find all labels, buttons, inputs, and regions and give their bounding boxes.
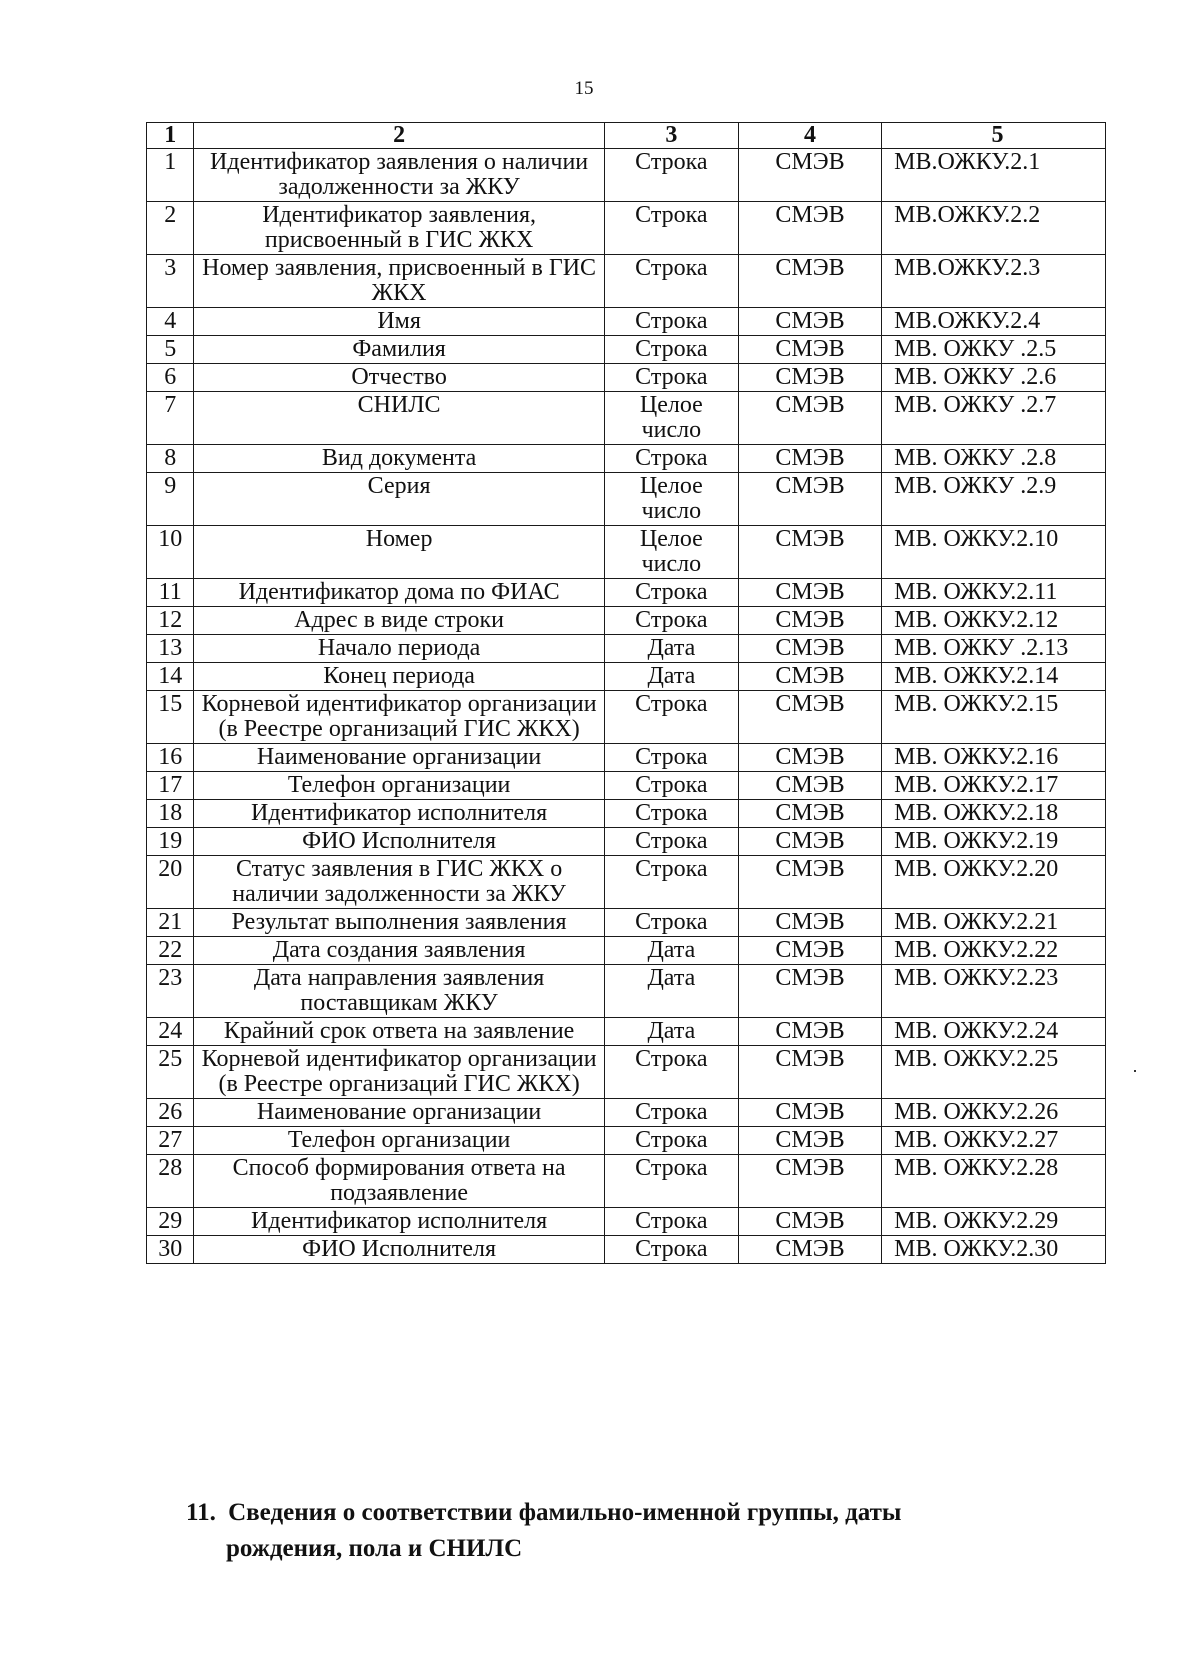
field-name-cell: Идентификатор дома по ФИАС <box>194 579 604 607</box>
section-title-line2: рождения, пола и СНИЛС <box>226 1535 523 1562</box>
field-type-cell: Строка <box>604 1155 738 1208</box>
table-row <box>147 149 1106 202</box>
table-row <box>147 607 1106 635</box>
table-row <box>147 1046 1106 1099</box>
row-number-cell: 10 <box>147 526 194 579</box>
field-type-cell: Строка <box>604 1046 738 1099</box>
field-code-cell: МВ. ОЖКУ.2.19 <box>882 828 1106 856</box>
row-number-cell: 1 <box>147 149 194 202</box>
field-code-cell: МВ. ОЖКУ.2.15 <box>882 691 1106 744</box>
field-type-cell: Строка <box>604 1208 738 1236</box>
row-number-cell: 24 <box>147 1018 194 1046</box>
field-name-cell: Телефон организации <box>194 772 604 800</box>
field-name-cell: Имя <box>194 308 604 336</box>
row-number-cell: 28 <box>147 1155 194 1208</box>
field-type-cell: Дата <box>604 937 738 965</box>
table-row <box>147 1127 1106 1155</box>
table-row <box>147 856 1106 909</box>
field-source-cell: СМЭВ <box>738 744 881 772</box>
table-row <box>147 635 1106 663</box>
field-name-cell: Номер заявления, присвоенный в ГИС ЖКХ <box>194 255 604 308</box>
row-number-cell: 22 <box>147 937 194 965</box>
table-row <box>147 308 1106 336</box>
field-type-cell: Строка <box>604 149 738 202</box>
field-name-cell: Серия <box>194 473 604 526</box>
column-header: 3 <box>604 123 738 149</box>
field-source-cell: СМЭВ <box>738 1208 881 1236</box>
field-code-cell: МВ. ОЖКУ .2.9 <box>882 473 1106 526</box>
field-name-cell: ФИО Исполнителя <box>194 1236 604 1264</box>
field-source-cell: СМЭВ <box>738 663 881 691</box>
field-source-cell: СМЭВ <box>738 1155 881 1208</box>
field-source-cell: СМЭВ <box>738 526 881 579</box>
field-type-cell: Строка <box>604 800 738 828</box>
field-code-cell: МВ. ОЖКУ .2.13 <box>882 635 1106 663</box>
field-name-cell: Результат выполнения заявления <box>194 909 604 937</box>
row-number-cell: 4 <box>147 308 194 336</box>
field-type-cell: Дата <box>604 663 738 691</box>
field-type-cell: Строка <box>604 445 738 473</box>
table-row <box>147 526 1106 579</box>
field-name-cell: Статус заявления в ГИС ЖКХ о наличии задолженности за ЖКУ <box>194 856 604 909</box>
field-source-cell: СМЭВ <box>738 202 881 255</box>
row-number-cell: 19 <box>147 828 194 856</box>
field-type-cell: Строка <box>604 1236 738 1264</box>
field-type-cell: Строка <box>604 909 738 937</box>
field-type-cell: Дата <box>604 965 738 1018</box>
table-row <box>147 828 1106 856</box>
table-row <box>147 202 1106 255</box>
field-type-cell: Строка <box>604 1099 738 1127</box>
field-code-cell: МВ. ОЖКУ .2.5 <box>882 336 1106 364</box>
row-number-cell: 25 <box>147 1046 194 1099</box>
row-number-cell: 30 <box>147 1236 194 1264</box>
field-source-cell: СМЭВ <box>738 800 881 828</box>
field-source-cell: СМЭВ <box>738 965 881 1018</box>
table-row <box>147 1155 1106 1208</box>
field-code-cell: МВ. ОЖКУ.2.24 <box>882 1018 1106 1046</box>
field-type-cell: Строка <box>604 202 738 255</box>
table-row <box>147 445 1106 473</box>
row-number-cell: 29 <box>147 1208 194 1236</box>
field-source-cell: СМЭВ <box>738 364 881 392</box>
field-name-cell: Идентификатор исполнителя <box>194 800 604 828</box>
field-name-cell: Дата направления заявления поставщикам ЖКУ <box>194 965 604 1018</box>
field-source-cell: СМЭВ <box>738 255 881 308</box>
field-code-cell: МВ. ОЖКУ.2.18 <box>882 800 1106 828</box>
field-type-cell: Строка <box>604 772 738 800</box>
field-source-cell: СМЭВ <box>738 392 881 445</box>
field-name-cell: Отчество <box>194 364 604 392</box>
field-code-cell: МВ. ОЖКУ.2.27 <box>882 1127 1106 1155</box>
field-code-cell: МВ.ОЖКУ.2.4 <box>882 308 1106 336</box>
table-row <box>147 691 1106 744</box>
field-type-cell: Строка <box>604 579 738 607</box>
field-code-cell: МВ.ОЖКУ.2.2 <box>882 202 1106 255</box>
table-header-row <box>147 123 1106 149</box>
row-number-cell: 9 <box>147 473 194 526</box>
table-row <box>147 579 1106 607</box>
field-source-cell: СМЭВ <box>738 1127 881 1155</box>
row-number-cell: 16 <box>147 744 194 772</box>
field-source-cell: СМЭВ <box>738 856 881 909</box>
section-title-line1: Сведения о соответствии фамильно-именной группы, даты <box>228 1499 902 1526</box>
field-source-cell: СМЭВ <box>738 1046 881 1099</box>
table-row <box>147 473 1106 526</box>
row-number-cell: 3 <box>147 255 194 308</box>
field-type-cell: Строка <box>604 255 738 308</box>
table-row <box>147 1018 1106 1046</box>
field-code-cell: МВ. ОЖКУ.2.28 <box>882 1155 1106 1208</box>
table-row <box>147 1208 1106 1236</box>
field-name-cell: Крайний срок ответа на заявление <box>194 1018 604 1046</box>
field-type-cell: Строка <box>604 308 738 336</box>
row-number-cell: 23 <box>147 965 194 1018</box>
field-source-cell: СМЭВ <box>738 336 881 364</box>
table-row <box>147 965 1106 1018</box>
table-row <box>147 336 1106 364</box>
field-type-cell: Строка <box>604 744 738 772</box>
field-name-cell: Наименование организации <box>194 1099 604 1127</box>
table-row <box>147 909 1106 937</box>
table-row <box>147 1236 1106 1264</box>
field-type-cell: Строка <box>604 336 738 364</box>
row-number-cell: 11 <box>147 579 194 607</box>
field-name-cell: Телефон организации <box>194 1127 604 1155</box>
field-code-cell: МВ. ОЖКУ.2.22 <box>882 937 1106 965</box>
field-type-cell: Дата <box>604 1018 738 1046</box>
field-type-cell: Целое число <box>604 473 738 526</box>
row-number-cell: 14 <box>147 663 194 691</box>
field-source-cell: СМЭВ <box>738 937 881 965</box>
field-type-cell: Строка <box>604 1127 738 1155</box>
field-source-cell: СМЭВ <box>738 445 881 473</box>
table-row <box>147 772 1106 800</box>
table-row <box>147 744 1106 772</box>
table-row <box>147 255 1106 308</box>
field-name-cell: Наименование организации <box>194 744 604 772</box>
field-type-cell: Дата <box>604 635 738 663</box>
page-number: 15 <box>574 78 594 99</box>
field-source-cell: СМЭВ <box>738 691 881 744</box>
field-name-cell: Начало периода <box>194 635 604 663</box>
field-source-cell: СМЭВ <box>738 1018 881 1046</box>
field-source-cell: СМЭВ <box>738 828 881 856</box>
field-code-cell: МВ. ОЖКУ.2.17 <box>882 772 1106 800</box>
scan-speck <box>1134 1070 1136 1072</box>
field-type-cell: Строка <box>604 691 738 744</box>
field-code-cell: МВ. ОЖКУ.2.11 <box>882 579 1106 607</box>
field-source-cell: СМЭВ <box>738 579 881 607</box>
row-number-cell: 6 <box>147 364 194 392</box>
table-body <box>147 149 1106 1264</box>
field-source-cell: СМЭВ <box>738 607 881 635</box>
field-name-cell: Идентификатор исполнителя <box>194 1208 604 1236</box>
row-number-cell: 13 <box>147 635 194 663</box>
field-code-cell: МВ. ОЖКУ.2.30 <box>882 1236 1106 1264</box>
field-name-cell: Адрес в виде строки <box>194 607 604 635</box>
field-name-cell: Вид документа <box>194 445 604 473</box>
data-table <box>146 122 1106 1264</box>
field-code-cell: МВ. ОЖКУ .2.6 <box>882 364 1106 392</box>
field-code-cell: МВ. ОЖКУ.2.14 <box>882 663 1106 691</box>
row-number-cell: 27 <box>147 1127 194 1155</box>
field-name-cell: Корневой идентификатор организации (в Реестре организаций ГИС ЖКХ) <box>194 1046 604 1099</box>
row-number-cell: 15 <box>147 691 194 744</box>
row-number-cell: 21 <box>147 909 194 937</box>
field-name-cell: Идентификатор заявления о наличии задолженности за ЖКУ <box>194 149 604 202</box>
field-type-cell: Целое число <box>604 392 738 445</box>
field-code-cell: МВ. ОЖКУ.2.10 <box>882 526 1106 579</box>
row-number-cell: 17 <box>147 772 194 800</box>
section-number: 11. <box>186 1499 216 1526</box>
column-header: 1 <box>147 123 194 149</box>
field-code-cell: МВ.ОЖКУ.2.1 <box>882 149 1106 202</box>
field-source-cell: СМЭВ <box>738 473 881 526</box>
field-source-cell: СМЭВ <box>738 772 881 800</box>
row-number-cell: 20 <box>147 856 194 909</box>
field-name-cell: СНИЛС <box>194 392 604 445</box>
row-number-cell: 2 <box>147 202 194 255</box>
field-source-cell: СМЭВ <box>738 635 881 663</box>
field-code-cell: МВ. ОЖКУ .2.8 <box>882 445 1106 473</box>
field-name-cell: Номер <box>194 526 604 579</box>
table-row <box>147 937 1106 965</box>
field-name-cell: Корневой идентификатор организации (в Реестре организаций ГИС ЖКХ) <box>194 691 604 744</box>
field-source-cell: СМЭВ <box>738 1236 881 1264</box>
row-number-cell: 12 <box>147 607 194 635</box>
field-code-cell: МВ. ОЖКУ.2.20 <box>882 856 1106 909</box>
column-header: 4 <box>738 123 881 149</box>
row-number-cell: 7 <box>147 392 194 445</box>
field-code-cell: МВ. ОЖКУ.2.23 <box>882 965 1106 1018</box>
table-row <box>147 392 1106 445</box>
field-name-cell: Дата создания заявления <box>194 937 604 965</box>
field-name-cell: Фамилия <box>194 336 604 364</box>
field-type-cell: Строка <box>604 828 738 856</box>
column-header: 2 <box>194 123 604 149</box>
field-code-cell: МВ. ОЖКУ.2.12 <box>882 607 1106 635</box>
field-name-cell: Способ формирования ответа на подзаявление <box>194 1155 604 1208</box>
field-code-cell: МВ. ОЖКУ .2.7 <box>882 392 1106 445</box>
field-source-cell: СМЭВ <box>738 909 881 937</box>
field-code-cell: МВ.ОЖКУ.2.3 <box>882 255 1106 308</box>
field-code-cell: МВ. ОЖКУ.2.21 <box>882 909 1106 937</box>
field-type-cell: Строка <box>604 607 738 635</box>
field-code-cell: МВ. ОЖКУ.2.29 <box>882 1208 1106 1236</box>
field-type-cell: Строка <box>604 364 738 392</box>
row-number-cell: 26 <box>147 1099 194 1127</box>
field-code-cell: МВ. ОЖКУ.2.16 <box>882 744 1106 772</box>
field-type-cell: Целое число <box>604 526 738 579</box>
field-type-cell: Строка <box>604 856 738 909</box>
column-header: 5 <box>882 123 1106 149</box>
field-source-cell: СМЭВ <box>738 308 881 336</box>
table-row <box>147 364 1106 392</box>
field-name-cell: Идентификатор заявления, присвоенный в ГИС ЖКХ <box>194 202 604 255</box>
field-source-cell: СМЭВ <box>738 1099 881 1127</box>
table-row <box>147 1099 1106 1127</box>
field-source-cell: СМЭВ <box>738 149 881 202</box>
table-row <box>147 663 1106 691</box>
field-name-cell: ФИО Исполнителя <box>194 828 604 856</box>
section-heading <box>186 1495 1026 1567</box>
row-number-cell: 8 <box>147 445 194 473</box>
field-name-cell: Конец периода <box>194 663 604 691</box>
row-number-cell: 18 <box>147 800 194 828</box>
table-row <box>147 800 1106 828</box>
field-code-cell: МВ. ОЖКУ.2.26 <box>882 1099 1106 1127</box>
row-number-cell: 5 <box>147 336 194 364</box>
field-code-cell: МВ. ОЖКУ.2.25 <box>882 1046 1106 1099</box>
